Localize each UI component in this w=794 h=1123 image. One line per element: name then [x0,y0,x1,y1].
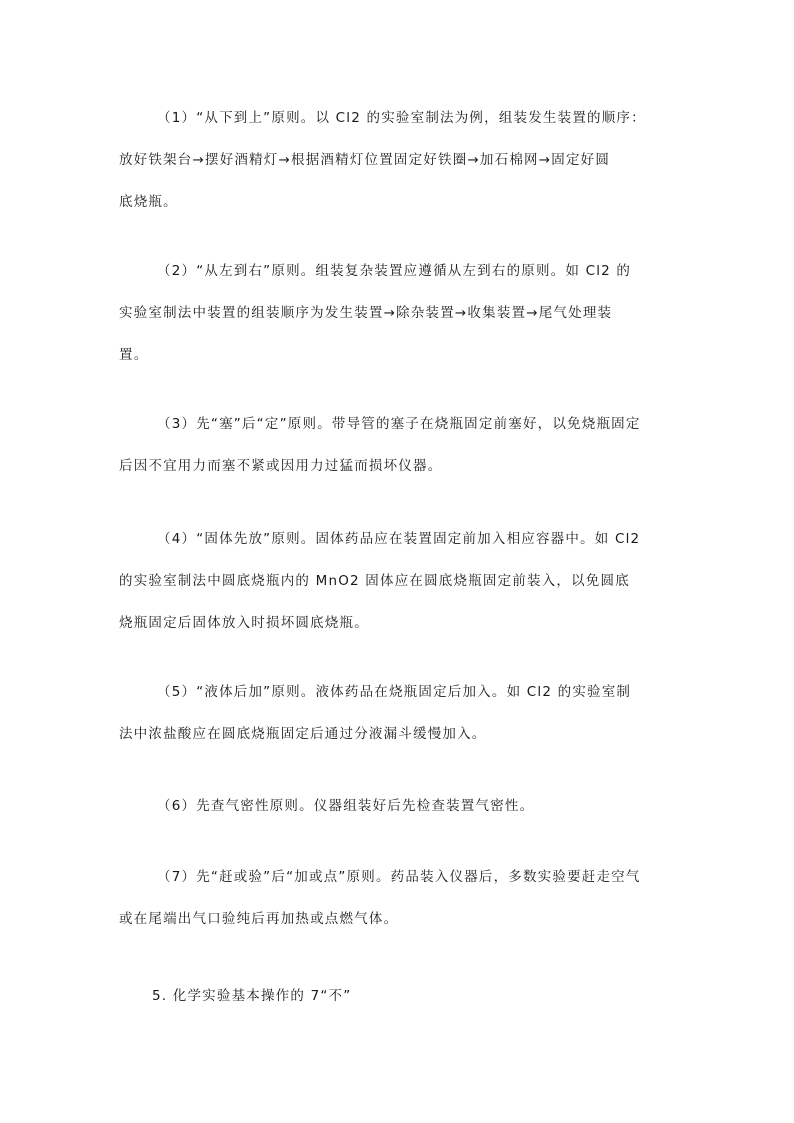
paragraph-line: 置。 [119,347,149,363]
paragraph-line: 法中浓盐酸应在圆底烧瓶固定后通过分液漏斗缓慢加入。 [119,726,487,742]
paragraph-line: （5）“液体后加”原则。液体药品在烧瓶固定后加入。如 Cl2 的实验室制 [157,684,632,700]
paragraph-line: 或在尾端出气口验纯后再加热或点燃气体。 [119,911,399,927]
paragraph-4 [119,518,675,644]
paragraph-line: （7）先“赶或验”后“加或点”原则。药品装入仪器后，多数实验要赶走空气 [157,869,641,885]
paragraph-line: （3）先“塞”后“定”原则。带导管的塞子在烧瓶固定前塞好，以免烧瓶固定 [157,416,641,432]
paragraph-5 [119,671,675,755]
paragraph-line: 烧瓶固定后固体放入时损坏圆底烧瓶。 [119,615,369,631]
paragraph-line: （2）“从左到右”原则。组装复杂装置应遵循从左到右的原则。如 Cl2 的 [157,263,632,279]
paragraph-line: （4）“固体先放”原则。固体药品应在装置固定前加入相应容器中。如 Cl2 [157,531,641,547]
paragraph-1 [119,97,675,223]
paragraph-line: 底烧瓶。 [119,194,178,210]
paragraph-line: 后因不宜用力而塞不紧或因用力过猛而损坏仪器。 [119,458,443,474]
paragraph-line: 放好铁架台→摆好酒精灯→根据酒精灯位置固定好铁圈→加石棉网→固定好圆 [119,152,611,168]
section-heading: 5. 化学实验基本操作的 7“不” [152,988,352,1004]
paragraph-6 [119,785,675,827]
paragraph-2 [119,250,675,376]
paragraph-line: 实验室制法中装置的组装顺序为发生装置→除杂装置→收集装置→尾气处理装 [119,305,613,321]
paragraph-line: （6）先查气密性原则。仪器组装好后先检查装置气密性。 [157,798,535,814]
paragraph-3 [119,403,675,487]
paragraph-line: 的实验室制法中圆底烧瓶内的 MnO2 固体应在圆底烧瓶固定前装入，以免圆底 [119,573,630,589]
paragraph-line: （1）“从下到上”原则。以 Cl2 的实验室制法为例，组装发生装置的顺序： [157,110,646,126]
paragraph-7 [119,856,675,940]
